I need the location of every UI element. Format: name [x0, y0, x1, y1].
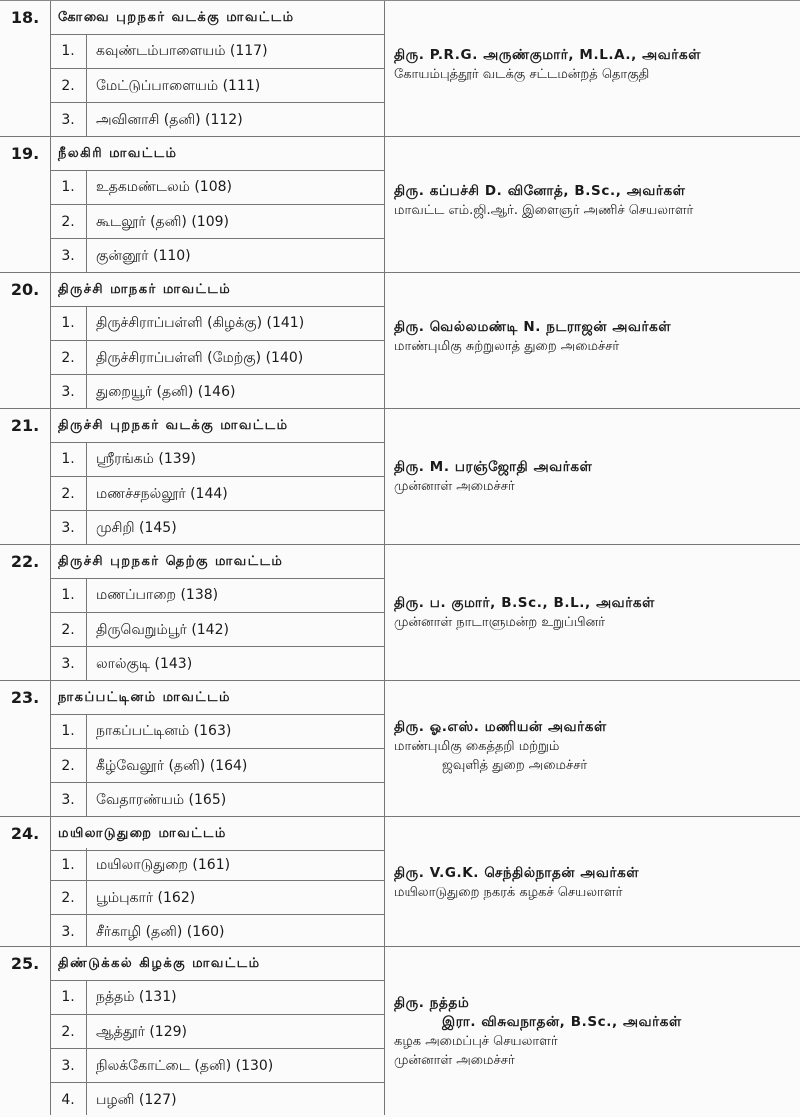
- index-divider: [86, 69, 87, 102]
- row-index: 1.: [61, 43, 75, 59]
- constituency-name: நிலக்கோட்டை (தனி) (130): [96, 1058, 274, 1074]
- row-index: 1.: [61, 989, 75, 1005]
- index-divider: [86, 881, 87, 914]
- serial-number: 19.: [10, 144, 40, 163]
- district-name: திண்டுக்கல் கிழக்கு மாவட்டம்: [58, 956, 261, 971]
- in-charge-info: [394, 46, 794, 84]
- constituency-name: கூடலூர் (தனி) (109): [96, 214, 229, 230]
- constituency-name: திருச்சிராப்பள்ளி (கிழக்கு) (141): [96, 315, 305, 331]
- row-index: 2.: [61, 486, 75, 502]
- constituency-row: [50, 782, 384, 816]
- constituency-name: பழனி (127): [96, 1092, 177, 1108]
- constituency-row: [50, 510, 384, 544]
- index-divider: [86, 647, 87, 680]
- district-block-22: [0, 545, 800, 681]
- in-charge-name: திரு. கப்பச்சி D. வினோத், B.Sc., அவர்கள்: [394, 183, 686, 199]
- index-divider: [86, 170, 87, 204]
- constituency-row: [50, 848, 384, 880]
- in-charge-info: [394, 318, 794, 356]
- constituency-row: [50, 102, 384, 136]
- in-charge-name: திரு. ப. குமார், B.Sc., B.L., அவர்கள்: [394, 595, 655, 611]
- row-index: 3.: [61, 656, 75, 672]
- in-charge-title: மாண்புமிகு சுற்றுலாத் துறை அமைச்சர்: [394, 339, 620, 354]
- constituency-row: [50, 914, 384, 947]
- column-divider: [384, 681, 385, 816]
- row-index: 3.: [61, 248, 75, 264]
- in-charge-info: [394, 594, 794, 632]
- index-divider: [86, 980, 87, 1014]
- in-charge-title: முன்னாள் அமைச்சர்: [394, 479, 515, 494]
- constituency-name: மேட்டுப்பாளையம் (111): [96, 78, 261, 94]
- index-divider: [86, 511, 87, 544]
- constituency-row: [50, 374, 384, 408]
- column-divider: [384, 273, 385, 408]
- constituency-row: [50, 238, 384, 272]
- constituency-name: மணச்சநல்லூர் (144): [96, 486, 228, 502]
- in-charge-name: திரு. ஓ.எஸ். மணியன் அவர்கள்: [394, 719, 607, 735]
- in-charge-name: திரு. வெல்லமண்டி N. நடராஜன் அவர்கள்: [394, 319, 672, 335]
- index-divider: [86, 34, 87, 68]
- index-divider: [86, 613, 87, 646]
- row-index: 1.: [61, 723, 75, 739]
- constituency-name: திருச்சிராப்பள்ளி (மேற்கு) (140): [96, 350, 304, 366]
- in-charge-title: ஜவுளித் துறை அமைச்சர்: [442, 758, 588, 773]
- row-index: 2.: [61, 78, 75, 94]
- index-divider: [86, 375, 87, 408]
- in-charge-info: [394, 182, 794, 220]
- district-block-25: [0, 947, 800, 1115]
- index-divider: [86, 341, 87, 374]
- index-divider: [86, 749, 87, 782]
- constituency-name: ஸ்ரீரங்கம் (139): [96, 451, 197, 467]
- index-divider: [86, 477, 87, 510]
- in-charge-name: திரு. V.G.K. செந்தில்நாதன் அவர்கள்: [394, 865, 640, 881]
- constituency-name: கவுண்டம்பாளையம் (117): [96, 43, 268, 59]
- constituency-name: திருவெறும்பூர் (142): [96, 622, 229, 638]
- column-divider: [384, 1, 385, 136]
- district-block-24: [0, 817, 800, 947]
- index-divider: [86, 306, 87, 340]
- index-divider: [86, 1083, 87, 1115]
- row-index: 2.: [61, 214, 75, 230]
- row-index: 1.: [61, 315, 75, 331]
- constituency-name: அவினாசி (தனி) (112): [96, 112, 243, 128]
- index-divider: [86, 442, 87, 476]
- in-charge-title: மாவட்ட எம்.ஜி.ஆர். இளைஞர் அணிச் செயலாளர்: [394, 203, 694, 218]
- constituency-row: [50, 1082, 384, 1115]
- constituency-row: [50, 170, 384, 204]
- column-divider: [384, 947, 385, 1115]
- district-block-21: [0, 409, 800, 545]
- district-name: திருச்சி புறநகர் வடக்கு மாவட்டம்: [58, 418, 289, 433]
- index-divider: [86, 205, 87, 238]
- district-name: நீலகிரி மாவட்டம்: [58, 146, 178, 161]
- row-index: 2.: [61, 758, 75, 774]
- serial-number: 23.: [10, 688, 40, 707]
- constituency-name: வேதாரண்யம் (165): [96, 792, 227, 808]
- constituency-row: [50, 476, 384, 510]
- in-charge-info: [394, 718, 794, 775]
- constituency-name: துறையூர் (தனி) (146): [96, 384, 236, 400]
- row-index: 2.: [61, 350, 75, 366]
- in-charge-name: இரா. விசுவநாதன், B.Sc., அவர்கள்: [442, 1014, 682, 1030]
- constituency-row: [50, 442, 384, 476]
- constituency-name: பூம்புகார் (162): [96, 890, 196, 906]
- serial-number: 21.: [10, 416, 40, 435]
- constituency-name: முசிறி (145): [96, 520, 177, 536]
- constituency-row: [50, 646, 384, 680]
- row-index: 1.: [61, 857, 75, 873]
- column-divider: [384, 817, 385, 946]
- row-index: 4.: [61, 1092, 75, 1108]
- in-charge-title: மயிலாடுதுறை நகரக் கழகச் செயலாளர்: [394, 885, 623, 900]
- index-divider: [86, 578, 87, 612]
- index-divider: [86, 239, 87, 272]
- constituency-row: [50, 612, 384, 646]
- in-charge-info: [394, 458, 794, 496]
- index-divider: [86, 103, 87, 136]
- serial-number: 25.: [10, 954, 40, 973]
- row-index: 3.: [61, 112, 75, 128]
- district-block-20: [0, 273, 800, 409]
- row-index: 3.: [61, 384, 75, 400]
- in-charge-title: கோயம்புத்தூர் வடக்கு சட்டமன்றத் தொகுதி: [394, 67, 650, 82]
- index-divider: [86, 714, 87, 748]
- serial-number: 22.: [10, 552, 40, 571]
- row-index: 3.: [61, 792, 75, 808]
- row-index: 3.: [61, 1058, 75, 1074]
- constituency-row: [50, 1048, 384, 1082]
- row-index: 3.: [61, 924, 75, 940]
- row-index: 1.: [61, 587, 75, 603]
- serial-number: 18.: [10, 8, 40, 27]
- constituency-name: கீழ்வேலூர் (தனி) (164): [96, 758, 248, 774]
- constituency-row: [50, 340, 384, 374]
- index-divider: [86, 783, 87, 816]
- row-index: 2.: [61, 890, 75, 906]
- row-index: 1.: [61, 179, 75, 195]
- in-charge-name: திரு. M. பரஞ்ஜோதி அவர்கள்: [394, 459, 593, 475]
- constituency-row: [50, 578, 384, 612]
- in-charge-title: முன்னாள் அமைச்சர்: [394, 1053, 515, 1068]
- constituency-row: [50, 204, 384, 238]
- in-charge-title: கழக அமைப்புச் செயலாளர்: [394, 1034, 558, 1049]
- constituency-row: [50, 714, 384, 748]
- constituency-name: நத்தம் (131): [96, 989, 177, 1005]
- district-name: கோவை புறநகர் வடக்கு மாவட்டம்: [58, 10, 295, 25]
- row-index: 2.: [61, 622, 75, 638]
- index-divider: [86, 915, 87, 947]
- district-name: மயிலாடுதுறை மாவட்டம்: [58, 826, 227, 841]
- index-divider: [86, 1049, 87, 1082]
- constituency-name: உதகமண்டலம் (108): [96, 179, 232, 195]
- constituency-name: குன்னூர் (110): [96, 248, 191, 264]
- district-name: திருச்சி புறநகர் தெற்கு மாவட்டம்: [58, 554, 284, 569]
- index-divider: [86, 848, 87, 880]
- district-block-23: [0, 681, 800, 817]
- constituency-name: ஆத்தூர் (129): [96, 1024, 187, 1040]
- constituency-name: லால்குடி (143): [96, 656, 193, 672]
- serial-number: 20.: [10, 280, 40, 299]
- constituency-name: மணப்பாறை (138): [96, 587, 219, 603]
- column-divider: [384, 545, 385, 680]
- row-index: 2.: [61, 1024, 75, 1040]
- constituency-row: [50, 1014, 384, 1048]
- in-charge-info: [394, 994, 794, 1070]
- district-name: திருச்சி மாநகர் மாவட்டம்: [58, 282, 232, 297]
- in-charge-name: திரு. P.R.G. அருண்குமார், M.L.A., அவர்கள்: [394, 47, 701, 63]
- column-divider: [384, 137, 385, 272]
- constituency-row: [50, 34, 384, 68]
- constituency-row: [50, 306, 384, 340]
- district-block-19: [0, 137, 800, 273]
- column-divider: [384, 409, 385, 544]
- district-name: நாகப்பட்டினம் மாவட்டம்: [58, 690, 231, 705]
- in-charge-title: மாண்புமிகு கைத்தறி மற்றும்: [394, 739, 560, 754]
- constituency-row: [50, 880, 384, 914]
- constituency-row: [50, 748, 384, 782]
- row-index: 3.: [61, 520, 75, 536]
- in-charge-info: [394, 864, 794, 902]
- district-block-18: [0, 1, 800, 137]
- row-index: 1.: [61, 451, 75, 467]
- constituency-name: மயிலாடுதுறை (161): [96, 857, 231, 873]
- constituency-name: சீர்காழி (தனி) (160): [96, 924, 225, 940]
- constituency-row: [50, 68, 384, 102]
- index-divider: [86, 1015, 87, 1048]
- constituency-name: நாகப்பட்டினம் (163): [96, 723, 232, 739]
- serial-number: 24.: [10, 824, 40, 843]
- in-charge-title: முன்னாள் நாடாளுமன்ற உறுப்பினர்: [394, 615, 605, 630]
- constituency-row: [50, 980, 384, 1014]
- in-charge-name: திரு. நத்தம்: [394, 995, 470, 1011]
